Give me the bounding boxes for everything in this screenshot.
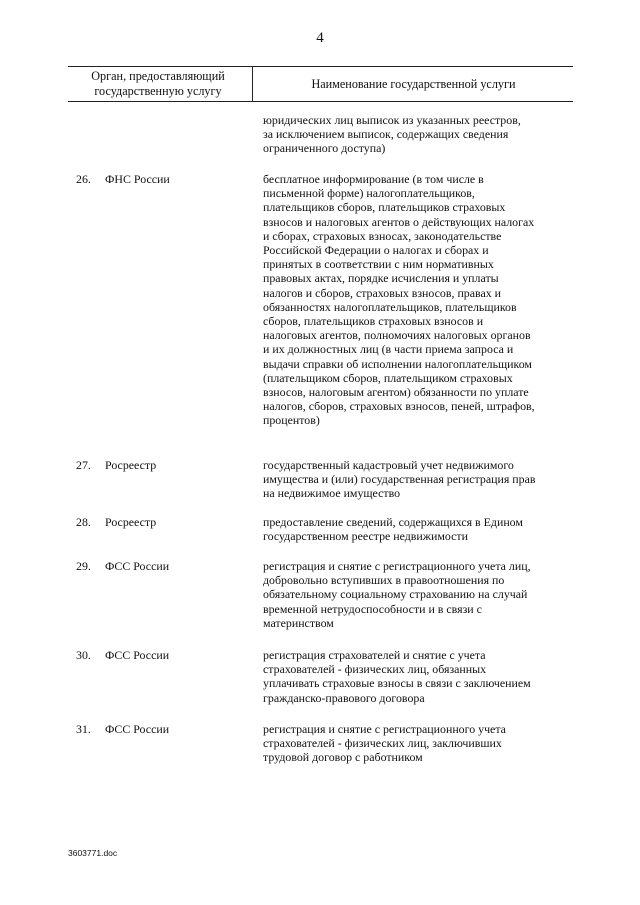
text-line: гражданско-правового договора [263,690,425,705]
header-organ-line: Орган, предоставляющий [91,69,225,83]
text-line: трудовой договор с работником [263,750,423,765]
page-number: 4 [316,30,324,46]
row-service [263,648,568,705]
text-line: государственный кадастровый учет недвижимого [263,458,514,472]
text-line: регистрация и снятие с регистрационного учета [263,722,506,736]
row-number: 28. [76,515,91,529]
text-line: государственном реестре недвижимости [263,529,468,544]
text-line: налогов, сборов, страховых взносов, пеней, штрафов, [263,399,535,414]
row-organ: ФНС России [105,172,170,186]
row-number: 29. [76,559,91,573]
text-line: (плательщиком сборов, плательщиком страховых [263,370,513,385]
row-service [263,458,568,501]
text-line: плательщиков сборов, плательщиков страховых [263,200,506,215]
text-line: Российской Федерации о налогах и сборах и [263,243,489,258]
row-number: 31. [76,722,91,736]
text-line: обязательному социальному страхованию на случай [263,587,528,602]
row-organ: ФСС России [105,722,170,736]
header-organ-column [68,69,248,99]
row-number: 27. [76,458,91,472]
continuation-text [263,113,568,156]
text-line: принятых в соответствии с ним нормативных [263,257,494,272]
row-number: 30. [76,648,91,662]
text-line: налогов и сборов, страховых взносов, правах и [263,285,502,300]
text-line: процентов) [263,413,320,428]
row-service [263,515,568,543]
footer-filename: 3603771.doc [68,848,118,858]
text-line: ограниченного доступа) [263,141,386,156]
text-line: и их должностных лиц (в части приема запроса и [263,342,514,357]
row-organ: Росреестр [105,458,157,472]
text-line: материнством [263,615,334,630]
text-line: взносов, налоговым агентом) обязанности по уплате [263,385,529,400]
text-line: имущества и (или) государственная регистрация прав [263,472,536,487]
text-line: письменной форме) налогоплательщиков, [263,186,475,201]
text-line: обязанностях налогоплательщиков, плательщиков [263,299,517,314]
text-line: регистрация страхователей и снятие с учета [263,648,486,662]
text-line: бесплатное информирование (в том числе в [263,172,484,186]
row-service [263,172,568,428]
table-header [68,66,573,102]
row-organ: Росреестр [105,515,157,529]
text-line: добровольно вступивших в правоотношения по [263,573,505,588]
text-line: страхователей - физических лиц, обязанных [263,662,487,677]
row-organ: ФСС России [105,648,170,662]
text-line: уплачивать страховые взносы в связи с заключением [263,676,531,691]
text-line: регистрация и снятие с регистрационного учета лиц, [263,559,531,573]
row-number: 26. [76,172,91,186]
text-line: за исключением выписок, содержащих сведения [263,127,509,142]
text-line: на недвижимое имущество [263,486,401,501]
row-service [263,722,568,765]
row-organ: ФСС России [105,559,170,573]
text-line: юридических лиц выписок из указанных реестров, [263,113,521,127]
text-line: сборов, плательщиков страховых взносов и [263,314,484,329]
text-line: и сборах, страховых взносах, законодательстве [263,228,502,243]
row-service [263,559,568,630]
text-line: выдачи справки об исполнении налогоплательщиком [263,356,532,371]
text-line: временной нетрудоспособности и в связи с [263,601,482,616]
text-line: налоговых агентов, полномочиях налоговых органов [263,328,531,343]
header-organ-line: государственную услугу [94,84,222,98]
header-service-column: Наименование государственной услуги [252,67,574,101]
text-line: взносов и налоговых агентов о действующих налогах [263,214,535,229]
text-line: правовых актах, порядке исчисления и уплаты [263,271,499,286]
text-line: страхователей - физических лиц, заключивших [263,736,502,751]
text-line: предоставление сведений, содержащихся в Едином [263,515,523,529]
